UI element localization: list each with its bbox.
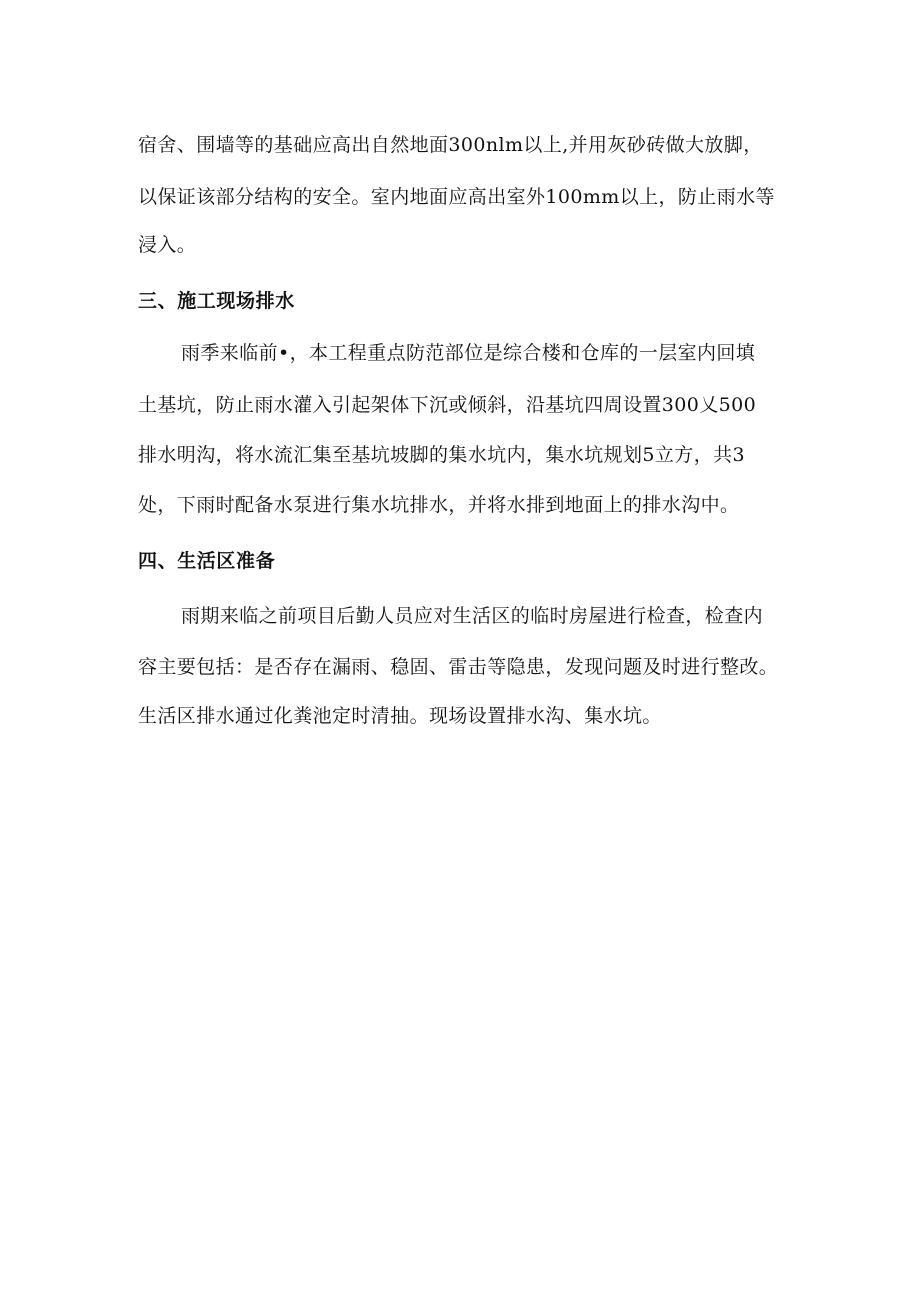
section-3-line-1: 雨季来临前•，本工程重点防范部位是综合楼和仓库的一层室内回填 bbox=[181, 342, 756, 364]
section-4-line-1: 雨期来临之前项目后勤人员应对生活区的临时房屋进行检查，检查内 bbox=[181, 605, 764, 627]
paragraph-1-line-1: 宿舍、围墙等的基础应高出自然地面300nlm以上,并用灰砂砖做大放脚， bbox=[138, 134, 763, 156]
section-4-heading: 四、生活区准备 bbox=[138, 550, 276, 572]
section-3-heading: 三、施工现场排水 bbox=[138, 290, 295, 312]
section-4-line-2: 容主要包括：是否存在漏雨、稳固、雷击等隐患，发现问题及时进行整改。 bbox=[138, 656, 779, 678]
section-3-line-4: 处，下雨时配备水泵进行集水坑排水，并将水排到地面上的排水沟中。 bbox=[138, 494, 740, 516]
section-3-line-2: 土基坑，防止雨水灌入引起架体下沉或倾斜，沿基坑四周设置300乂500 bbox=[138, 394, 757, 416]
paragraph-1-line-2: 以保证该部分结构的安全。室内地面应高出室外100mm以上，防止雨水等 bbox=[138, 186, 775, 208]
paragraph-1-line-3: 浸入。 bbox=[138, 234, 197, 256]
section-4-line-3: 生活区排水通过化粪池定时清抽。现场设置排水沟、集水坑。 bbox=[138, 705, 662, 727]
section-3-line-3: 排水明沟，将水流汇集至基坑坡脚的集水坑内，集水坑规划5立方，共3 bbox=[138, 444, 745, 466]
